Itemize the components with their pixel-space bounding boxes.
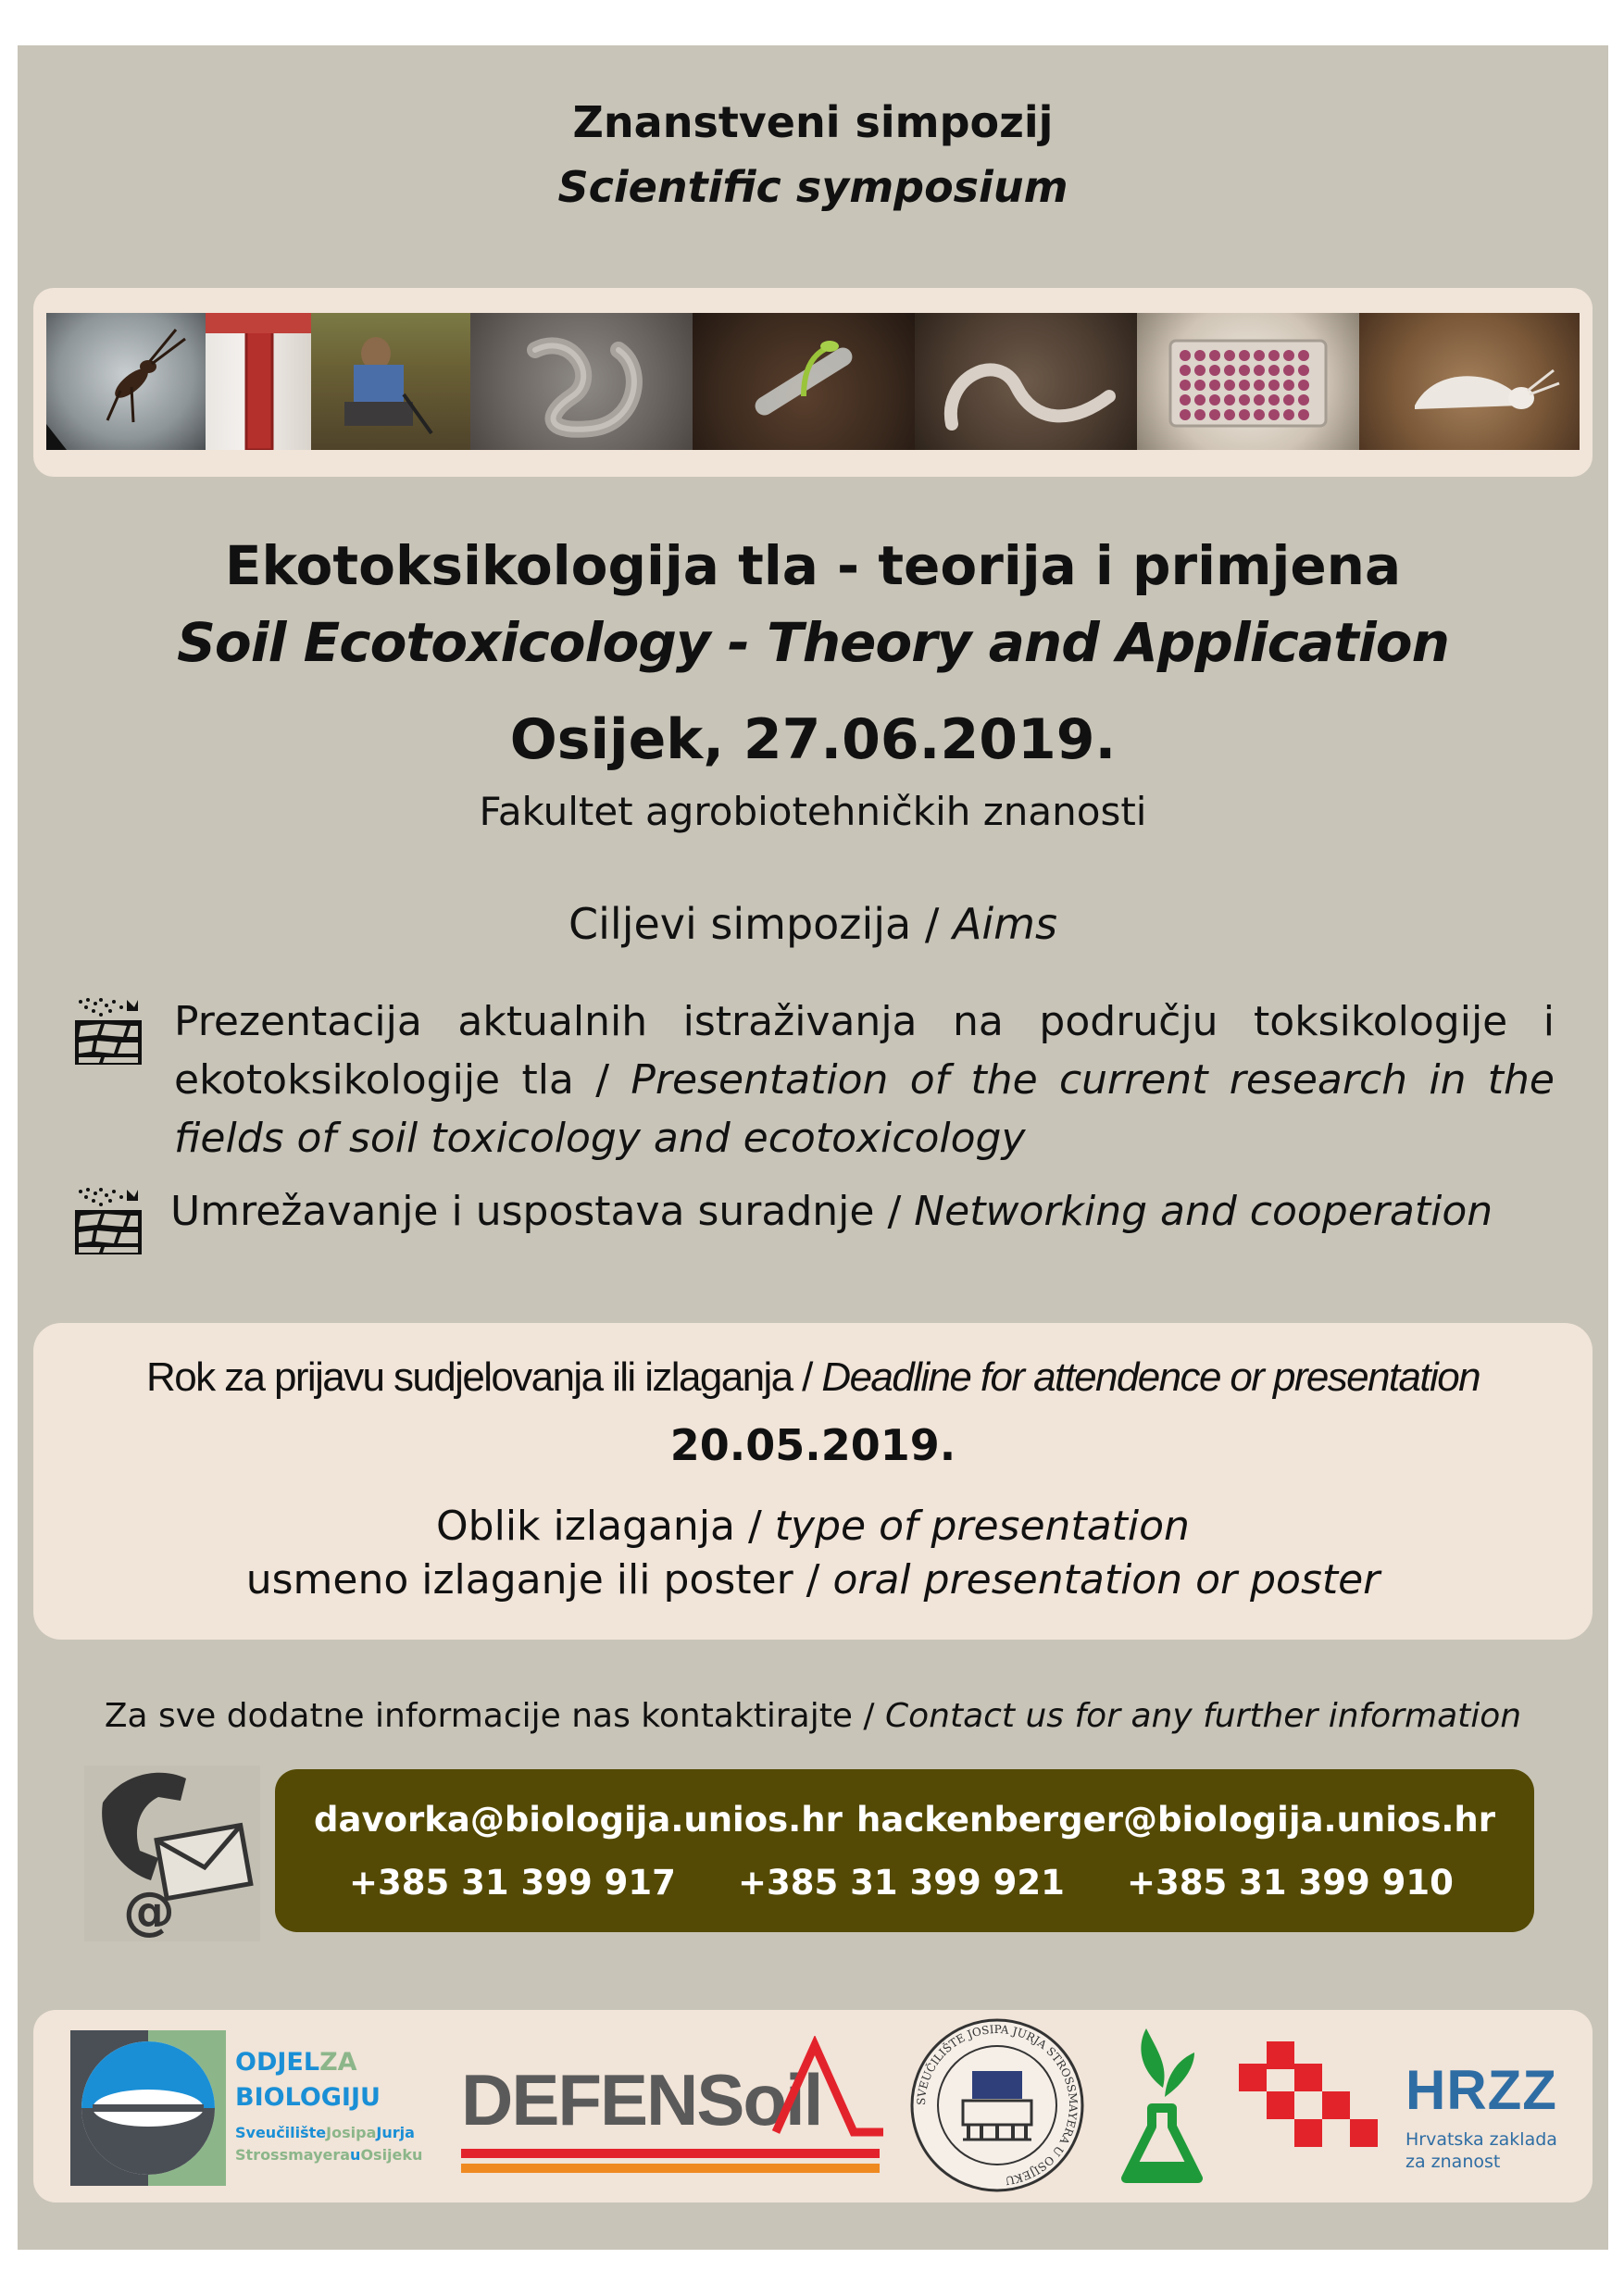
- university-seal-icon: [907, 2015, 1087, 2195]
- event-date: Osijek, 27.06.2019.: [509, 707, 1117, 772]
- presentation-options: [33, 1554, 1593, 1606]
- deadline-label-en: Deadline for attendence or presentation: [821, 1354, 1480, 1400]
- contact-intro-hr: Za sve dodatne informacije nas kontaktirajte /: [104, 1697, 885, 1735]
- aims-heading-hr: Ciljevi simpozija /: [568, 899, 953, 949]
- main-title-en: Soil Ecotoxicology - Theory and Application: [177, 611, 1449, 674]
- email-2[interactable]: hackenberger@biologija.unios.hr: [856, 1800, 1495, 1840]
- deadline-label: [33, 1353, 1593, 1403]
- event-venue: Fakultet agrobiotehničkih znanosti: [479, 789, 1147, 834]
- logo-strip: [33, 2010, 1593, 2202]
- enchytraeid-photo: [915, 313, 1137, 450]
- header-title-en: Scientific symposium: [557, 162, 1068, 212]
- aim-2-hr: Umrežavanje i uspostava suradnje /: [170, 1188, 915, 1235]
- odjel-za-biologiju-logo: [70, 2030, 441, 2186]
- soil-icon: [73, 996, 144, 1067]
- email-1[interactable]: davorka@biologija.unios.hr: [314, 1800, 843, 1840]
- hrzz-wordmark: HRZZ: [1405, 2059, 1557, 2121]
- presentation-type-en: type of presentation: [774, 1503, 1190, 1550]
- svg-text:SVEUČILIŠTE JOSIPA JURJA STROS: SVEUČILIŠTE JOSIPA JURJA STROSSMAYERA U OSIJEKU: [914, 2022, 1081, 2188]
- contact-panel: [275, 1769, 1534, 1932]
- seedling-photo: [693, 313, 915, 450]
- aim-text-2: [170, 1182, 1555, 1241]
- phone-mail-icon: [84, 1766, 260, 1941]
- defensoil-peak-icon: [461, 2036, 887, 2184]
- photo-frame: [33, 288, 1593, 477]
- deadline-panel: [33, 1323, 1593, 1640]
- field-sampling-photo: [311, 313, 470, 450]
- header-title-hr: Znanstveni simpozij: [572, 97, 1054, 147]
- svg-text:@: @: [123, 1881, 175, 1941]
- odjel-line3: SveučilišteJosipaJurja: [235, 2124, 415, 2141]
- aims-heading: [18, 897, 1608, 951]
- hrzz-logo: [1239, 2041, 1581, 2180]
- odjel-line1: ODJELZA: [235, 2048, 357, 2077]
- collembola-photo: [1359, 313, 1580, 450]
- poster: [18, 45, 1608, 2250]
- hrzz-tagline-2: za znanost: [1405, 2152, 1501, 2172]
- aim-text-1: [174, 992, 1555, 1167]
- soil-icon: [73, 1186, 144, 1256]
- odjel-emblem-icon: [70, 2030, 226, 2186]
- aim-item-1: [73, 992, 1555, 1178]
- aim-1-hr: Prezentacija aktualnih istraživanja na području toksikologije i ekotoksikologije tla /: [174, 998, 1555, 1104]
- odjel-line2: BIOLOGIJU: [235, 2083, 381, 2112]
- defensoil-wordmark: DEFENSoil: [461, 2059, 822, 2140]
- presentation-options-en: oral presentation or poster: [832, 1556, 1380, 1603]
- phone-2[interactable]: +385 31 399 921: [738, 1863, 1065, 1903]
- contact-intro: [18, 1695, 1608, 1738]
- well-plate-photo: [1137, 313, 1359, 450]
- test-tube-photo: [206, 313, 311, 450]
- photo-strip: [46, 313, 1580, 450]
- deadline-date: 20.05.2019.: [669, 1420, 956, 1470]
- hrzz-checker-icon: [1239, 2041, 1387, 2171]
- phone-1[interactable]: +385 31 399 917: [349, 1863, 676, 1903]
- plant-flask-icon: [1120, 2023, 1204, 2190]
- hrzz-tagline-1: Hrvatska zaklada: [1405, 2129, 1557, 2150]
- odjel-line4: StrossmayerauOsijeku: [235, 2146, 423, 2164]
- presentation-options-hr: usmeno izlaganje ili poster /: [245, 1556, 833, 1603]
- aim-2-en: Networking and cooperation: [914, 1188, 1493, 1235]
- aims-heading-en: Aims: [952, 899, 1057, 949]
- springtail-photo: [46, 313, 206, 450]
- presentation-type-hr: Oblik izlaganja /: [436, 1503, 775, 1550]
- presentation-type: [33, 1501, 1593, 1553]
- aim-item-2: [73, 1182, 1555, 1266]
- contact-intro-en: Contact us for any further information: [884, 1697, 1522, 1735]
- phone-3[interactable]: +385 31 399 910: [1127, 1863, 1454, 1903]
- aim-1-en: Presentation of the current research in the fields of soil toxicology and ecotoxicology: [174, 1056, 1555, 1162]
- earthworm-photo: [470, 313, 693, 450]
- deadline-label-hr: Rok za prijavu sudjelovanja ili izlaganja /: [146, 1354, 822, 1400]
- main-title-hr: Ekotoksikologija tla - teorija i primjena: [224, 534, 1402, 597]
- defensoil-logo: [461, 2036, 887, 2184]
